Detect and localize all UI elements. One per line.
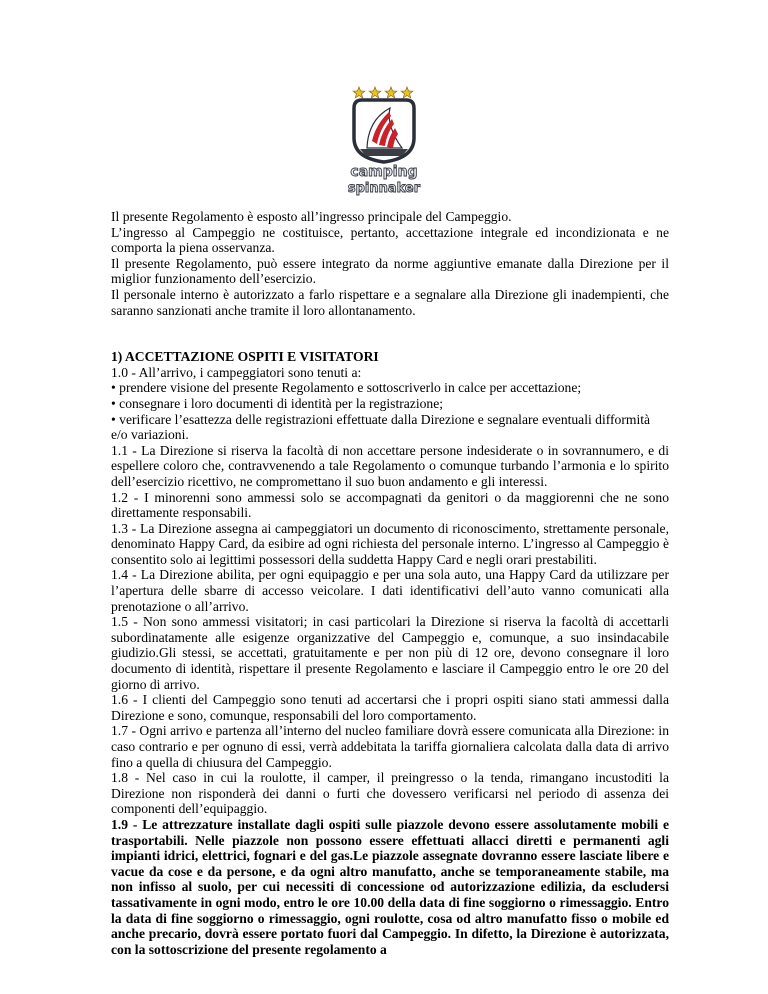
section-1-title: 1) ACCETTAZIONE OSPITI E VISITATORI [111,349,379,365]
intro-paragraph-4: Il personale interno è autorizzato a farlo rispettare e a segnalare alla Direzione gli inadempienti, che saranno sanzionati anche tramite il loro allontanamento. [111,286,669,318]
bullet-item-continuation: e/o variazioni. [111,427,189,443]
sail-boat-icon [354,100,414,162]
camping-spinnaker-logo [332,86,436,196]
stars-icon [353,87,413,98]
regulation-document [111,209,669,957]
logo-text-camping: camping [350,164,418,180]
rule-1-6: 1.6 - I clienti del Campeggio sono tenuti ad accertarsi che i propri ospiti siano stati ammessi dalla Direzione e sono, comunque, responsabili del loro comportamento. [111,692,669,723]
intro-paragraph-2: L’ingresso al Campeggio ne costituisce, pertanto, accettazione integrale ed incondizionata e ne comporta la piena osservanza. [111,224,669,256]
intro-paragraph-1: Il presente Regolamento è esposto all’ingresso principale del Campeggio. [111,209,512,224]
rule-1-5: 1.5 - Non sono ammessi visitatori; in casi particolari la Direzione si riserva la facoltà di accettarli subordinatamente alle esigenze organizzative del Campeggio e, comunque, a suo insindacabile giudizio.Gli stessi, se accettati, gratuitamente e per non più di 12 ore, devono consegnare il loro documento di identità, rispettare il presente Regolamento e lasciare il Campeggio entro le ore 20 del giorno di arrivo. [111,614,669,692]
rule-1-9: 1.9 - Le attrezzature installate dagli ospiti sulle piazzole devono essere assolutamente mobili e trasportabili. Nelle piazzole non possono essere effettuati allacci diretti e permanenti agli impianti idrici, elettrici, fognari e del gas.Le piazzole assegnate dovranno essere lasciate libere e vacue da cose e da persone, e da ogni altro manufatto, anche se temporaneamente stabile, ma non infisso al suolo, per cui necessiti di concessione od autorizzazione edilizia, da escludersi tassativamente in ogni modo, entro le ore 10.00 della data di fine soggiorno o rimessaggio. Entro la data di fine soggiorno o rimessaggio, ogni roulotte, cosa od altro manufatto fisso o mobile ed anche precario, dovrà essere portato fuori dal Campeggio. In difetto, la Direzione è autorizzata, con la sottoscrizione del presente regolamento a [111,816,669,957]
logo-text-spinnaker: spinnaker [347,181,421,196]
rule-1-1: 1.1 - La Direzione si riserva la facoltà di non accettare persone indesiderate o in sovrannumero, e di espellere coloro che, contravvenendo a tale Regolamento o comunque turbando l’armonia e lo spirito dell’esercizio ricettivo, ne compromettano il suo buon andamento e gli interessi. [111,442,669,489]
rule-1-4: 1.4 - La Direzione abilita, per ogni equipaggio e per una sola auto, una Happy Card da utilizzare per l’apertura delle sbarre di accesso veicolare. I dati identificativi dell’auto vanno comunicati alla prenotazione o all’arrivo. [111,567,669,614]
bullet-item: • verificare l’esattezza delle registrazioni effettuate dalla Direzione e segnalare eventuali difformità [111,411,651,427]
bullet-item: • prendere visione del presente Regolamento e sottoscriverlo in calce per accettazione; [111,380,582,396]
bullet-item: • consegnare i loro documenti di identità per la registrazione; [111,395,444,411]
intro-paragraph-3: Il presente Regolamento, può essere integrato da norme aggiuntive emanate dalla Direzione per il miglior funzionamento dell’esercizio. [111,255,669,287]
section-gap [111,318,669,349]
rule-1-3: 1.3 - La Direzione assegna ai campeggiatori un documento di riconoscimento, strettamente personale, denominato Happy Card, da esibire ad ogni richiesta del personale interno. L’ingresso al Campeggio è consentito solo ai legittimi possessori della suddetta Happy Card e negli orari prestabiliti. [111,520,669,567]
rule-1-7: 1.7 - Ogni arrivo e partenza all’interno del nucleo familiare dovrà essere comunicata alla Direzione: in caso contrario e per ognuno di essi, verrà addebitata la tariffa giornaliera calcolata dalla data di arrivo fino a quella di chiusura del Campeggio. [111,723,669,770]
rule-1-2: 1.2 - I minorenni sono ammessi solo se accompagnati da genitori o da maggiorenni che ne sono direttamente responsabili. [111,489,669,521]
rule-1-0: 1.0 - All’arrivo, i campeggiatori sono tenuti a: [111,364,362,380]
rule-1-8: 1.8 - Nel caso in cui la roulotte, il camper, il preingresso o la tenda, rimangano incustoditi la Direzione non risponderà dei danni o furti che dovessero verificarsi nel periodo di assenza dei componenti dell’equipaggio. [111,770,669,817]
